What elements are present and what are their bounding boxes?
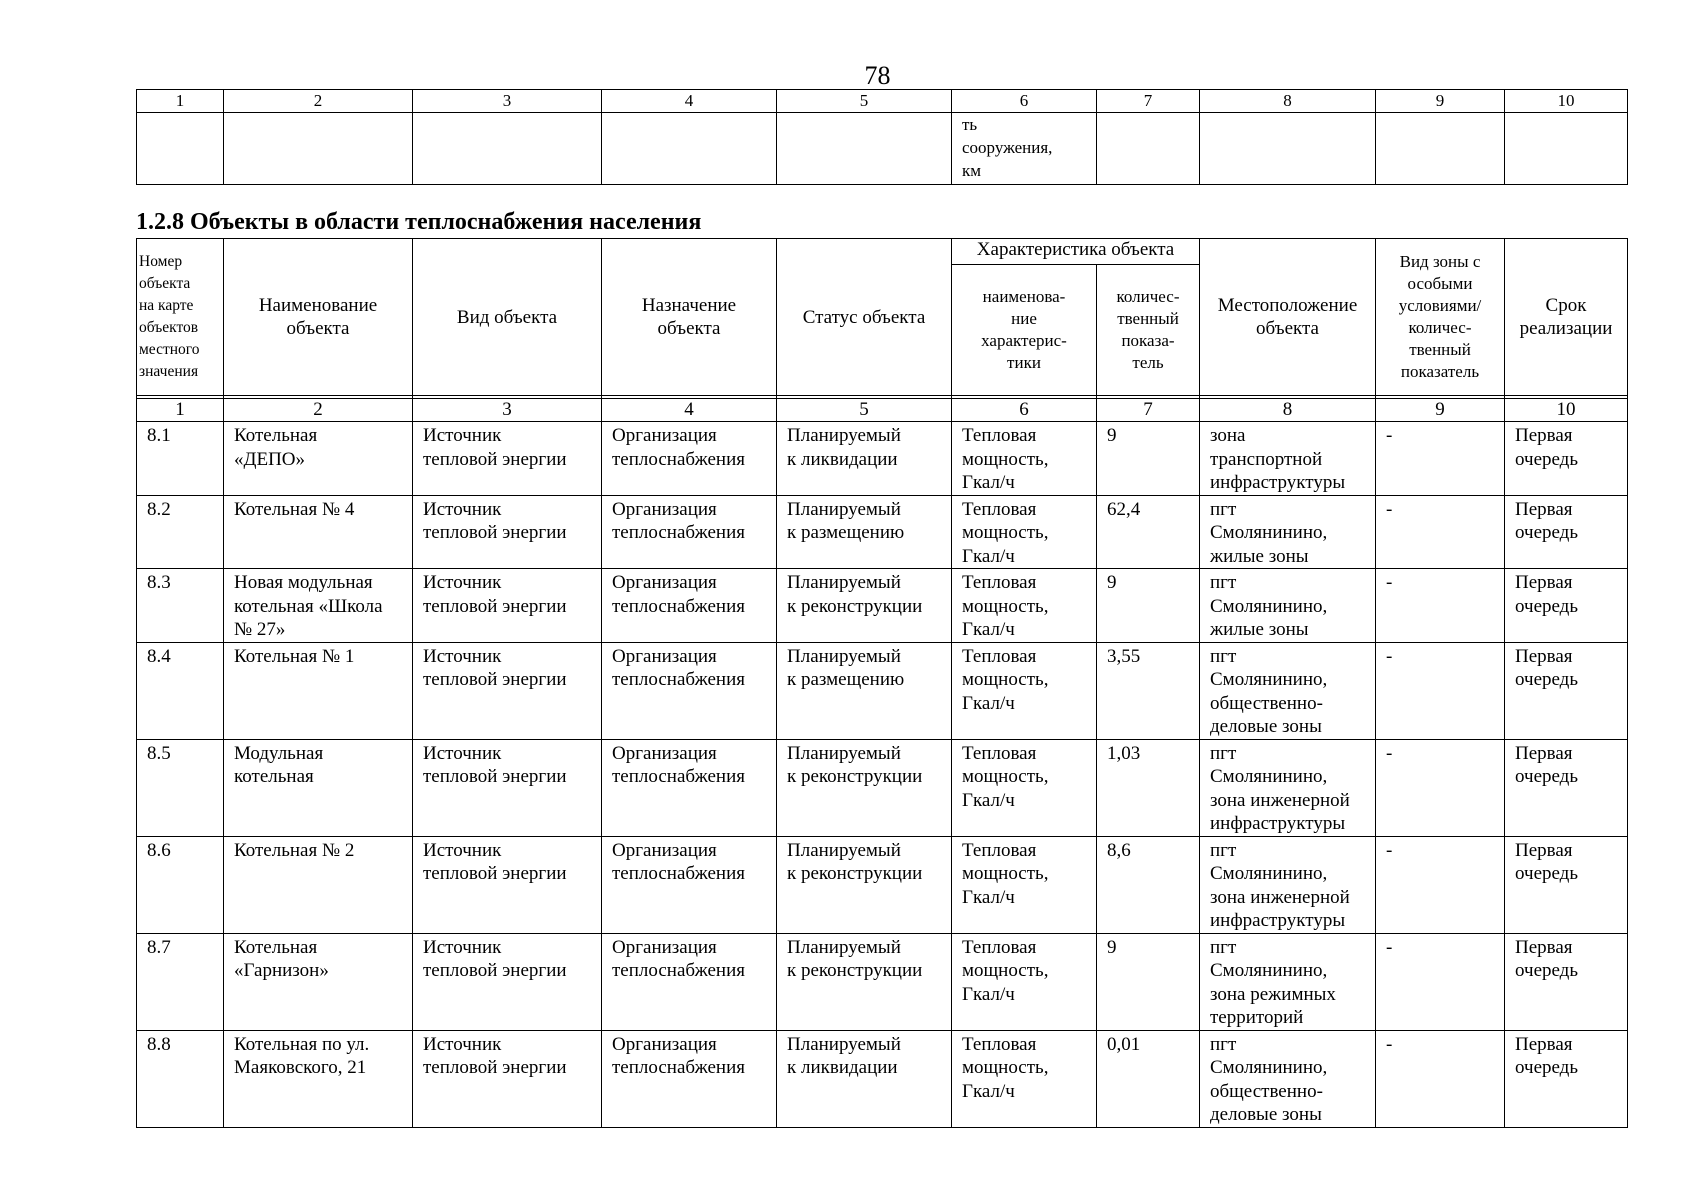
characteristic-name: Тепловая мощность, Гкал/ч bbox=[952, 739, 1097, 836]
implementation-term: Первая очередь bbox=[1505, 739, 1628, 836]
header-object-name: Наименование объекта bbox=[224, 239, 413, 396]
characteristic-value: 9 bbox=[1097, 569, 1200, 643]
table-row bbox=[137, 642, 1628, 739]
table-row bbox=[137, 836, 1628, 933]
object-name: Котельная № 4 bbox=[224, 495, 413, 569]
continuation-row bbox=[137, 113, 1628, 185]
object-status: Планируемый к размещению bbox=[777, 495, 952, 569]
zone-type: - bbox=[1376, 933, 1505, 1030]
implementation-term: Первая очередь bbox=[1505, 1030, 1628, 1127]
column-number: 6 bbox=[952, 90, 1097, 113]
object-purpose: Организация теплоснабжения bbox=[602, 739, 777, 836]
object-location: пгт Смолянинино, общественно- деловые зоны bbox=[1200, 642, 1376, 739]
object-location: пгт Смолянинино, жилые зоны bbox=[1200, 569, 1376, 643]
zone-type: - bbox=[1376, 495, 1505, 569]
row-number: 8.6 bbox=[137, 836, 224, 933]
object-location: пгт Смолянинино, зона инженерной инфраструктуры bbox=[1200, 739, 1376, 836]
section-title: 1.2.8 Объекты в области теплоснабжения населения bbox=[136, 209, 702, 235]
row-number: 8.4 bbox=[137, 642, 224, 739]
header-term: Срок реализации bbox=[1505, 239, 1628, 396]
column-number: 6 bbox=[952, 399, 1097, 422]
column-number: 9 bbox=[1376, 90, 1505, 113]
row-number: 8.5 bbox=[137, 739, 224, 836]
object-type: Источник тепловой энергии bbox=[413, 933, 602, 1030]
object-status: Планируемый к размещению bbox=[777, 642, 952, 739]
row-number: 8.7 bbox=[137, 933, 224, 1030]
object-location: пгт Смолянинино, жилые зоны bbox=[1200, 495, 1376, 569]
implementation-term: Первая очередь bbox=[1505, 642, 1628, 739]
characteristic-value: 9 bbox=[1097, 933, 1200, 1030]
characteristic-value: 0,01 bbox=[1097, 1030, 1200, 1127]
header-object-purpose: Назначение объекта bbox=[602, 239, 777, 396]
implementation-term: Первая очередь bbox=[1505, 933, 1628, 1030]
column-number: 4 bbox=[602, 90, 777, 113]
object-name: Котельная по ул. Маяковского, 21 bbox=[224, 1030, 413, 1127]
object-status: Планируемый к ликвидации bbox=[777, 1030, 952, 1127]
column-number: 8 bbox=[1200, 399, 1376, 422]
column-number: 4 bbox=[602, 399, 777, 422]
page-number: 78 bbox=[864, 61, 891, 90]
row-number: 8.8 bbox=[137, 1030, 224, 1127]
zone-type: - bbox=[1376, 739, 1505, 836]
implementation-term: Первая очередь bbox=[1505, 495, 1628, 569]
characteristic-name: Тепловая мощность, Гкал/ч bbox=[952, 642, 1097, 739]
object-location: пгт Смолянинино, общественно- деловые зоны bbox=[1200, 1030, 1376, 1127]
object-type: Источник тепловой энергии bbox=[413, 642, 602, 739]
characteristic-name: Тепловая мощность, Гкал/ч bbox=[952, 933, 1097, 1030]
column-number: 7 bbox=[1097, 399, 1200, 422]
table-row bbox=[137, 933, 1628, 1030]
object-name: Котельная «ДЕПО» bbox=[224, 422, 413, 496]
characteristic-value: 1,03 bbox=[1097, 739, 1200, 836]
characteristic-value: 62,4 bbox=[1097, 495, 1200, 569]
object-status: Планируемый к реконструкции bbox=[777, 836, 952, 933]
continuation-cell: ть сооружения, км bbox=[952, 113, 1097, 185]
header-characteristic-name: наименова- ние характерис- тики bbox=[952, 265, 1097, 396]
characteristic-value: 3,55 bbox=[1097, 642, 1200, 739]
object-status: Планируемый к реконструкции bbox=[777, 739, 952, 836]
object-purpose: Организация теплоснабжения bbox=[602, 642, 777, 739]
characteristic-value: 8,6 bbox=[1097, 836, 1200, 933]
header-object-status: Статус объекта bbox=[777, 239, 952, 396]
header-characteristic-value: количес- твенный показа- тель bbox=[1097, 265, 1200, 396]
characteristic-name: Тепловая мощность, Гкал/ч bbox=[952, 836, 1097, 933]
object-purpose: Организация теплоснабжения bbox=[602, 569, 777, 643]
table-row bbox=[137, 495, 1628, 569]
row-number: 8.2 bbox=[137, 495, 224, 569]
characteristic-name: Тепловая мощность, Гкал/ч bbox=[952, 569, 1097, 643]
column-number: 5 bbox=[777, 399, 952, 422]
implementation-term: Первая очередь bbox=[1505, 569, 1628, 643]
column-number: 8 bbox=[1200, 90, 1376, 113]
table-row bbox=[137, 422, 1628, 496]
object-location: пгт Смолянинино, зона режимных территорий bbox=[1200, 933, 1376, 1030]
object-name: Модульная котельная bbox=[224, 739, 413, 836]
column-number: 9 bbox=[1376, 399, 1505, 422]
table-row bbox=[137, 739, 1628, 836]
zone-type: - bbox=[1376, 836, 1505, 933]
column-number: 5 bbox=[777, 90, 952, 113]
table-row bbox=[137, 1030, 1628, 1127]
characteristic-name: Тепловая мощность, Гкал/ч bbox=[952, 495, 1097, 569]
implementation-term: Первая очередь bbox=[1505, 422, 1628, 496]
object-purpose: Организация теплоснабжения bbox=[602, 933, 777, 1030]
column-number: 3 bbox=[413, 399, 602, 422]
column-number: 7 bbox=[1097, 90, 1200, 113]
object-name: Котельная № 1 bbox=[224, 642, 413, 739]
object-purpose: Организация теплоснабжения bbox=[602, 495, 777, 569]
column-number-row bbox=[137, 90, 1628, 113]
zone-type: - bbox=[1376, 1030, 1505, 1127]
header-location: Местоположение объекта bbox=[1200, 239, 1376, 396]
object-type: Источник тепловой энергии bbox=[413, 836, 602, 933]
object-type: Источник тепловой энергии bbox=[413, 422, 602, 496]
object-status: Планируемый к ликвидации bbox=[777, 422, 952, 496]
object-type: Источник тепловой энергии bbox=[413, 495, 602, 569]
object-type: Источник тепловой энергии bbox=[413, 569, 602, 643]
zone-type: - bbox=[1376, 569, 1505, 643]
zone-type: - bbox=[1376, 642, 1505, 739]
implementation-term: Первая очередь bbox=[1505, 836, 1628, 933]
continuation-table bbox=[136, 89, 1628, 185]
object-status: Планируемый к реконструкции bbox=[777, 933, 952, 1030]
row-number: 8.3 bbox=[137, 569, 224, 643]
object-purpose: Организация теплоснабжения bbox=[602, 422, 777, 496]
header-object-type: Вид объекта bbox=[413, 239, 602, 396]
object-type: Источник тепловой энергии bbox=[413, 1030, 602, 1127]
object-location: пгт Смолянинино, зона инженерной инфраструктуры bbox=[1200, 836, 1376, 933]
object-name: Котельная «Гарнизон» bbox=[224, 933, 413, 1030]
heat-supply-table bbox=[136, 238, 1628, 1128]
zone-type: - bbox=[1376, 422, 1505, 496]
row-number: 8.1 bbox=[137, 422, 224, 496]
object-purpose: Организация теплоснабжения bbox=[602, 836, 777, 933]
column-number: 2 bbox=[224, 399, 413, 422]
column-number-row bbox=[137, 399, 1628, 422]
table-row bbox=[137, 569, 1628, 643]
characteristic-name: Тепловая мощность, Гкал/ч bbox=[952, 1030, 1097, 1127]
characteristic-name: Тепловая мощность, Гкал/ч bbox=[952, 422, 1097, 496]
header-characteristics-group: Характеристика объекта bbox=[952, 239, 1200, 265]
column-number: 1 bbox=[137, 90, 224, 113]
object-location: зона транспортной инфраструктуры bbox=[1200, 422, 1376, 496]
column-number: 1 bbox=[137, 399, 224, 422]
object-purpose: Организация теплоснабжения bbox=[602, 1030, 777, 1127]
header-object-number: Номер объекта на карте объектов местного значения bbox=[137, 239, 224, 396]
object-status: Планируемый к реконструкции bbox=[777, 569, 952, 643]
object-name: Котельная № 2 bbox=[224, 836, 413, 933]
object-type: Источник тепловой энергии bbox=[413, 739, 602, 836]
column-number: 10 bbox=[1505, 90, 1628, 113]
header-zone-type: Вид зоны с особыми условиями/ количес- твенный показатель bbox=[1376, 239, 1505, 396]
characteristic-value: 9 bbox=[1097, 422, 1200, 496]
column-number: 2 bbox=[224, 90, 413, 113]
object-name: Новая модульная котельная «Школа № 27» bbox=[224, 569, 413, 643]
column-number: 3 bbox=[413, 90, 602, 113]
column-number: 10 bbox=[1505, 399, 1628, 422]
